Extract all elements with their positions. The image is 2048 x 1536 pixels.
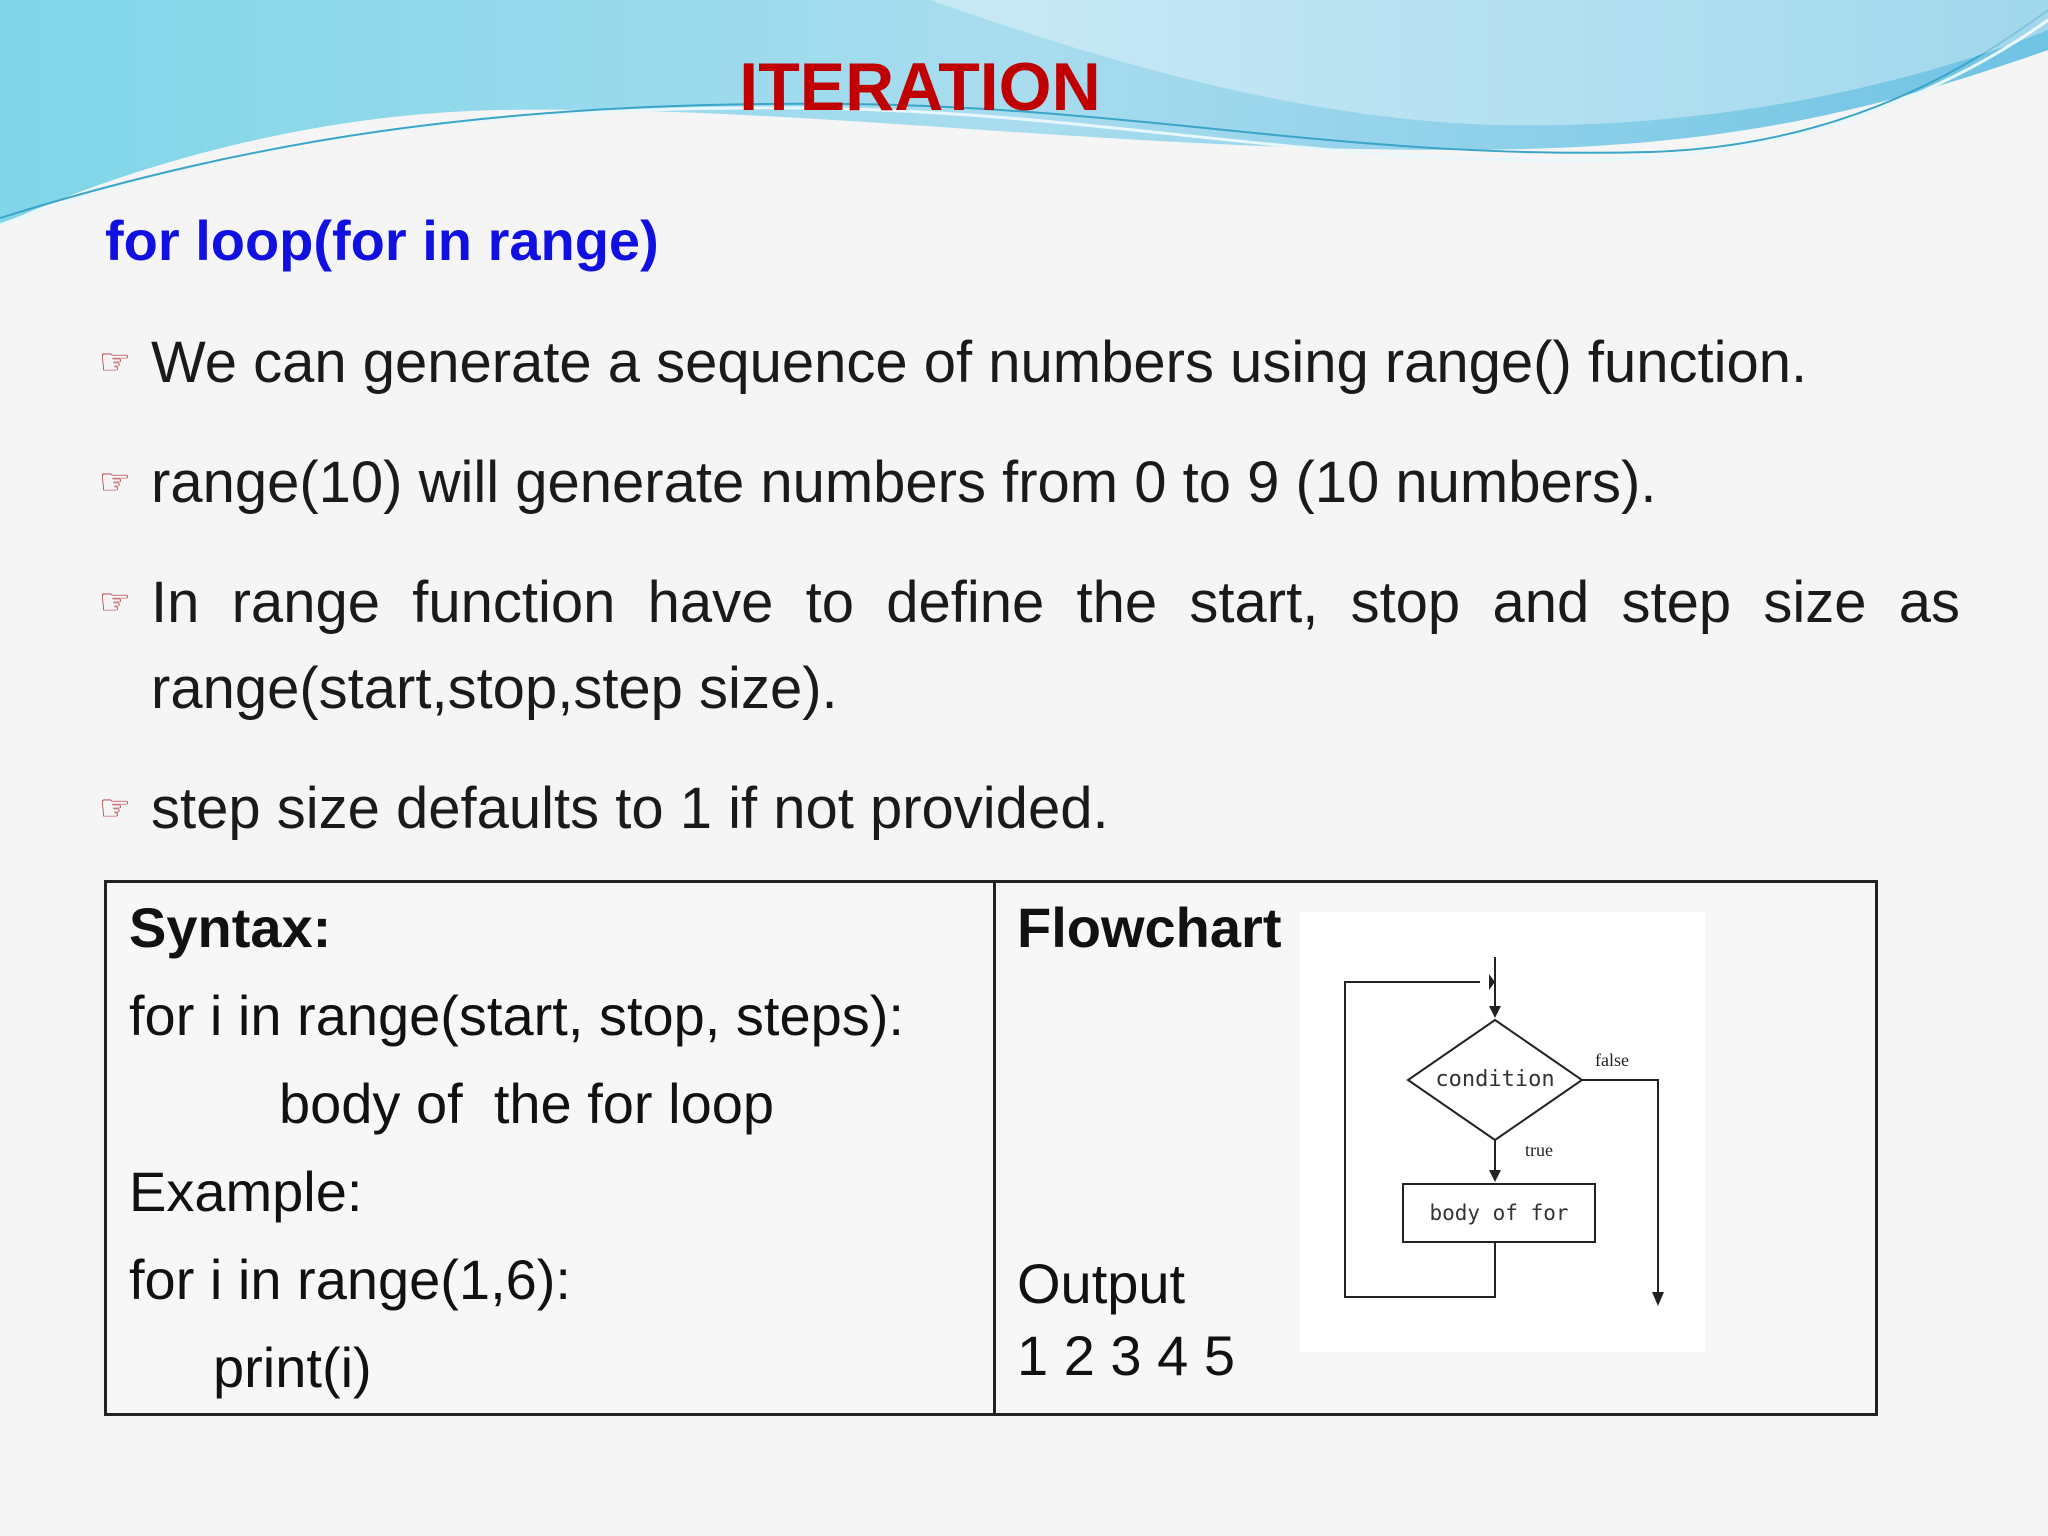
bullet-item (90, 560, 1960, 732)
arrowhead-diamond (1489, 1006, 1501, 1018)
slide-subtitle: for loop(for in range) (105, 209, 659, 272)
loop-back-line (1345, 982, 1495, 1297)
true-label: true (1525, 1140, 1553, 1160)
bullet-item (90, 320, 1960, 406)
pointing-hand-icon: ☞ (98, 582, 132, 623)
bullet-text: step size defaults to 1 if not provided. (151, 776, 1109, 841)
false-branch-line (1582, 1080, 1658, 1292)
body-label: body of for (1429, 1201, 1569, 1225)
example-heading: Example: (129, 1160, 363, 1223)
arrowhead-body (1489, 1170, 1501, 1182)
bullet-text: We can generate a sequence of numbers using range() function. (151, 330, 1808, 395)
bullet-text: range(10) will generate numbers from 0 to 9 (10 numbers). (151, 450, 1657, 515)
false-label: false (1595, 1050, 1629, 1070)
condition-label: condition (1435, 1067, 1555, 1092)
table-divider (993, 883, 996, 1413)
syntax-heading: Syntax: (129, 896, 332, 959)
slide-title: ITERATION (739, 49, 1101, 125)
example-line: for i in range(1,6): (129, 1248, 571, 1311)
syntax-line: for i in range(start, stop, steps): (129, 984, 904, 1047)
example-body-line: print(i) (213, 1336, 372, 1399)
pointing-hand-icon: ☞ (98, 788, 132, 829)
flowchart-heading: Flowchart (1017, 896, 1282, 959)
bullet-text: In range function have to define the start, stop and step size as range(start,stop,step size). (151, 570, 1960, 721)
output-values: 1 2 3 4 5 (1017, 1324, 1235, 1387)
bullet-item (90, 766, 1960, 852)
arrowhead-exit (1652, 1292, 1664, 1306)
pointing-hand-icon: ☞ (98, 462, 132, 503)
bullet-item (90, 440, 1960, 526)
pointing-hand-icon: ☞ (98, 342, 132, 383)
flowchart-diagram (1300, 912, 1705, 1352)
syntax-body-line: body of the for loop (279, 1072, 775, 1135)
output-label: Output (1017, 1252, 1186, 1315)
